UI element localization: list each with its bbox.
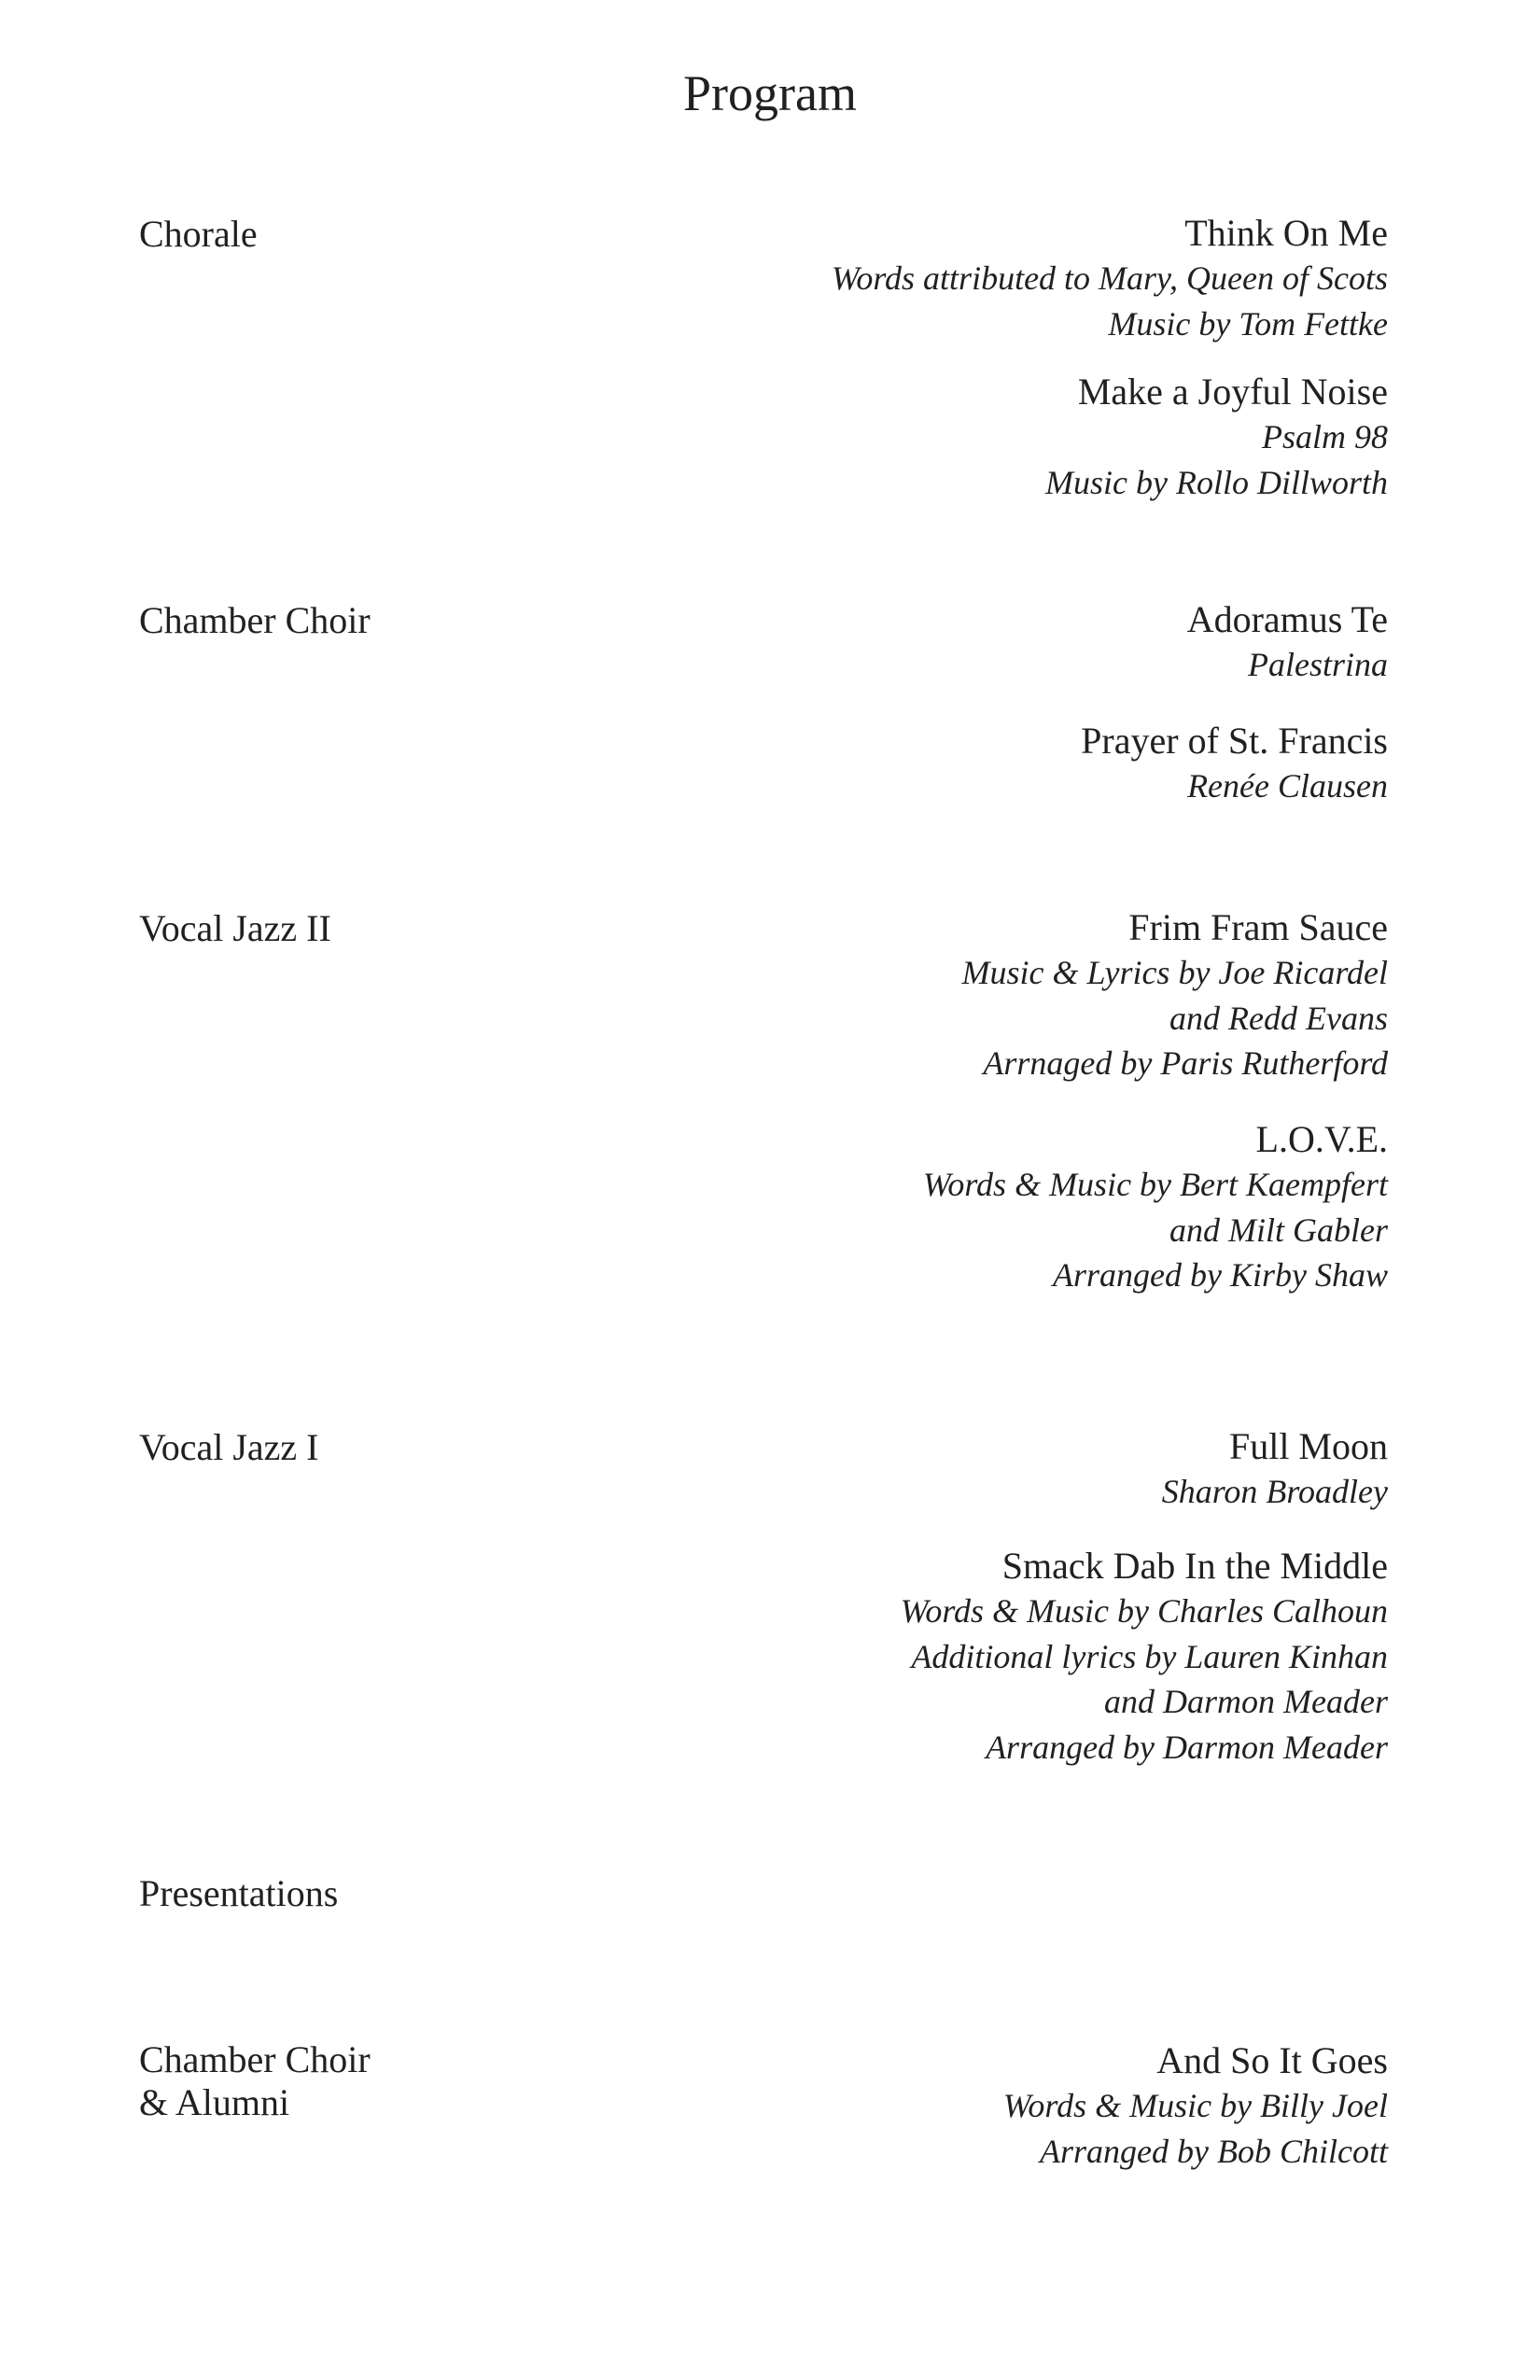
piece-title: Make a Joyful Noise xyxy=(1077,371,1388,413)
piece-credit: Music by Tom Fettke xyxy=(1108,304,1388,343)
piece-think-on-me xyxy=(832,211,1388,346)
group-label-presentations xyxy=(139,1872,338,1915)
group-label-line: & Alumni xyxy=(139,2081,290,2123)
group-label-chamber-choir xyxy=(139,599,371,642)
piece-and-so-it-goes xyxy=(1003,2038,1388,2174)
piece-credit: Words & Music by Bert Kaempfert xyxy=(922,1166,1388,1203)
piece-title: L.O.V.E. xyxy=(1255,1118,1388,1160)
piece-credit: Words attributed to Mary, Queen of Scots xyxy=(831,259,1388,297)
piece-credit: Music & Lyrics by Joe Ricardel xyxy=(961,954,1388,991)
piece-credit: Words & Music by Billy Joel xyxy=(1002,2087,1388,2124)
piece-credit: Arranged by Darmon Meader xyxy=(986,1728,1388,1766)
piece-credit: Sharon Broadley xyxy=(1161,1473,1388,1510)
page-title: Program xyxy=(683,65,857,121)
group-label-vocal-jazz-ii xyxy=(139,907,331,950)
piece-love xyxy=(923,1117,1388,1298)
group-label-line: Chamber Choir xyxy=(139,2038,371,2080)
group-label-line: Chorale xyxy=(139,213,258,255)
piece-credit: Words & Music by Charles Calhoun xyxy=(900,1592,1388,1630)
piece-title: Smack Dab In the Middle xyxy=(1001,1545,1388,1587)
group-label-chamber-choir-alumni xyxy=(139,2038,371,2124)
piece-credit: Arranged by Kirby Shaw xyxy=(1053,1256,1388,1294)
group-label-line: Chamber Choir xyxy=(139,599,371,641)
piece-credit: Music by Rollo Dillworth xyxy=(1045,463,1388,501)
piece-credit: and Redd Evans xyxy=(1169,999,1388,1037)
piece-smack-dab-in-the-middle xyxy=(901,1544,1388,1770)
piece-credit: Palestrina xyxy=(1248,646,1388,683)
group-label-line: Presentations xyxy=(139,1872,339,1914)
group-label-chorale xyxy=(139,213,258,256)
piece-title: And So It Goes xyxy=(1156,2039,1388,2081)
piece-title: Think On Me xyxy=(1184,212,1388,254)
piece-credit: Additional lyrics by Lauren Kinhan xyxy=(911,1637,1388,1675)
piece-make-a-joyful-noise xyxy=(1045,370,1388,505)
group-label-line: Vocal Jazz II xyxy=(139,907,331,949)
piece-title: Full Moon xyxy=(1228,1425,1388,1467)
piece-title: Frim Fram Sauce xyxy=(1128,906,1388,948)
group-label-line: Vocal Jazz I xyxy=(139,1426,319,1468)
piece-credit: and Darmon Meader xyxy=(1104,1683,1388,1720)
piece-prayer-of-st-francis xyxy=(1081,719,1388,809)
piece-credit: Arranged by Bob Chilcott xyxy=(1040,2132,1388,2170)
piece-credit: Arrnaged by Paris Rutherford xyxy=(983,1044,1388,1082)
piece-title: Prayer of St. Francis xyxy=(1081,720,1388,762)
piece-credit: Psalm 98 xyxy=(1262,418,1388,455)
piece-full-moon xyxy=(1162,1424,1388,1515)
group-label-vocal-jazz-i xyxy=(139,1426,319,1469)
piece-frim-fram-sauce xyxy=(962,905,1388,1086)
piece-credit: and Milt Gabler xyxy=(1169,1211,1388,1249)
piece-adoramus-te xyxy=(1187,597,1388,688)
piece-credit: Renée Clausen xyxy=(1187,767,1388,805)
piece-title: Adoramus Te xyxy=(1186,598,1388,640)
